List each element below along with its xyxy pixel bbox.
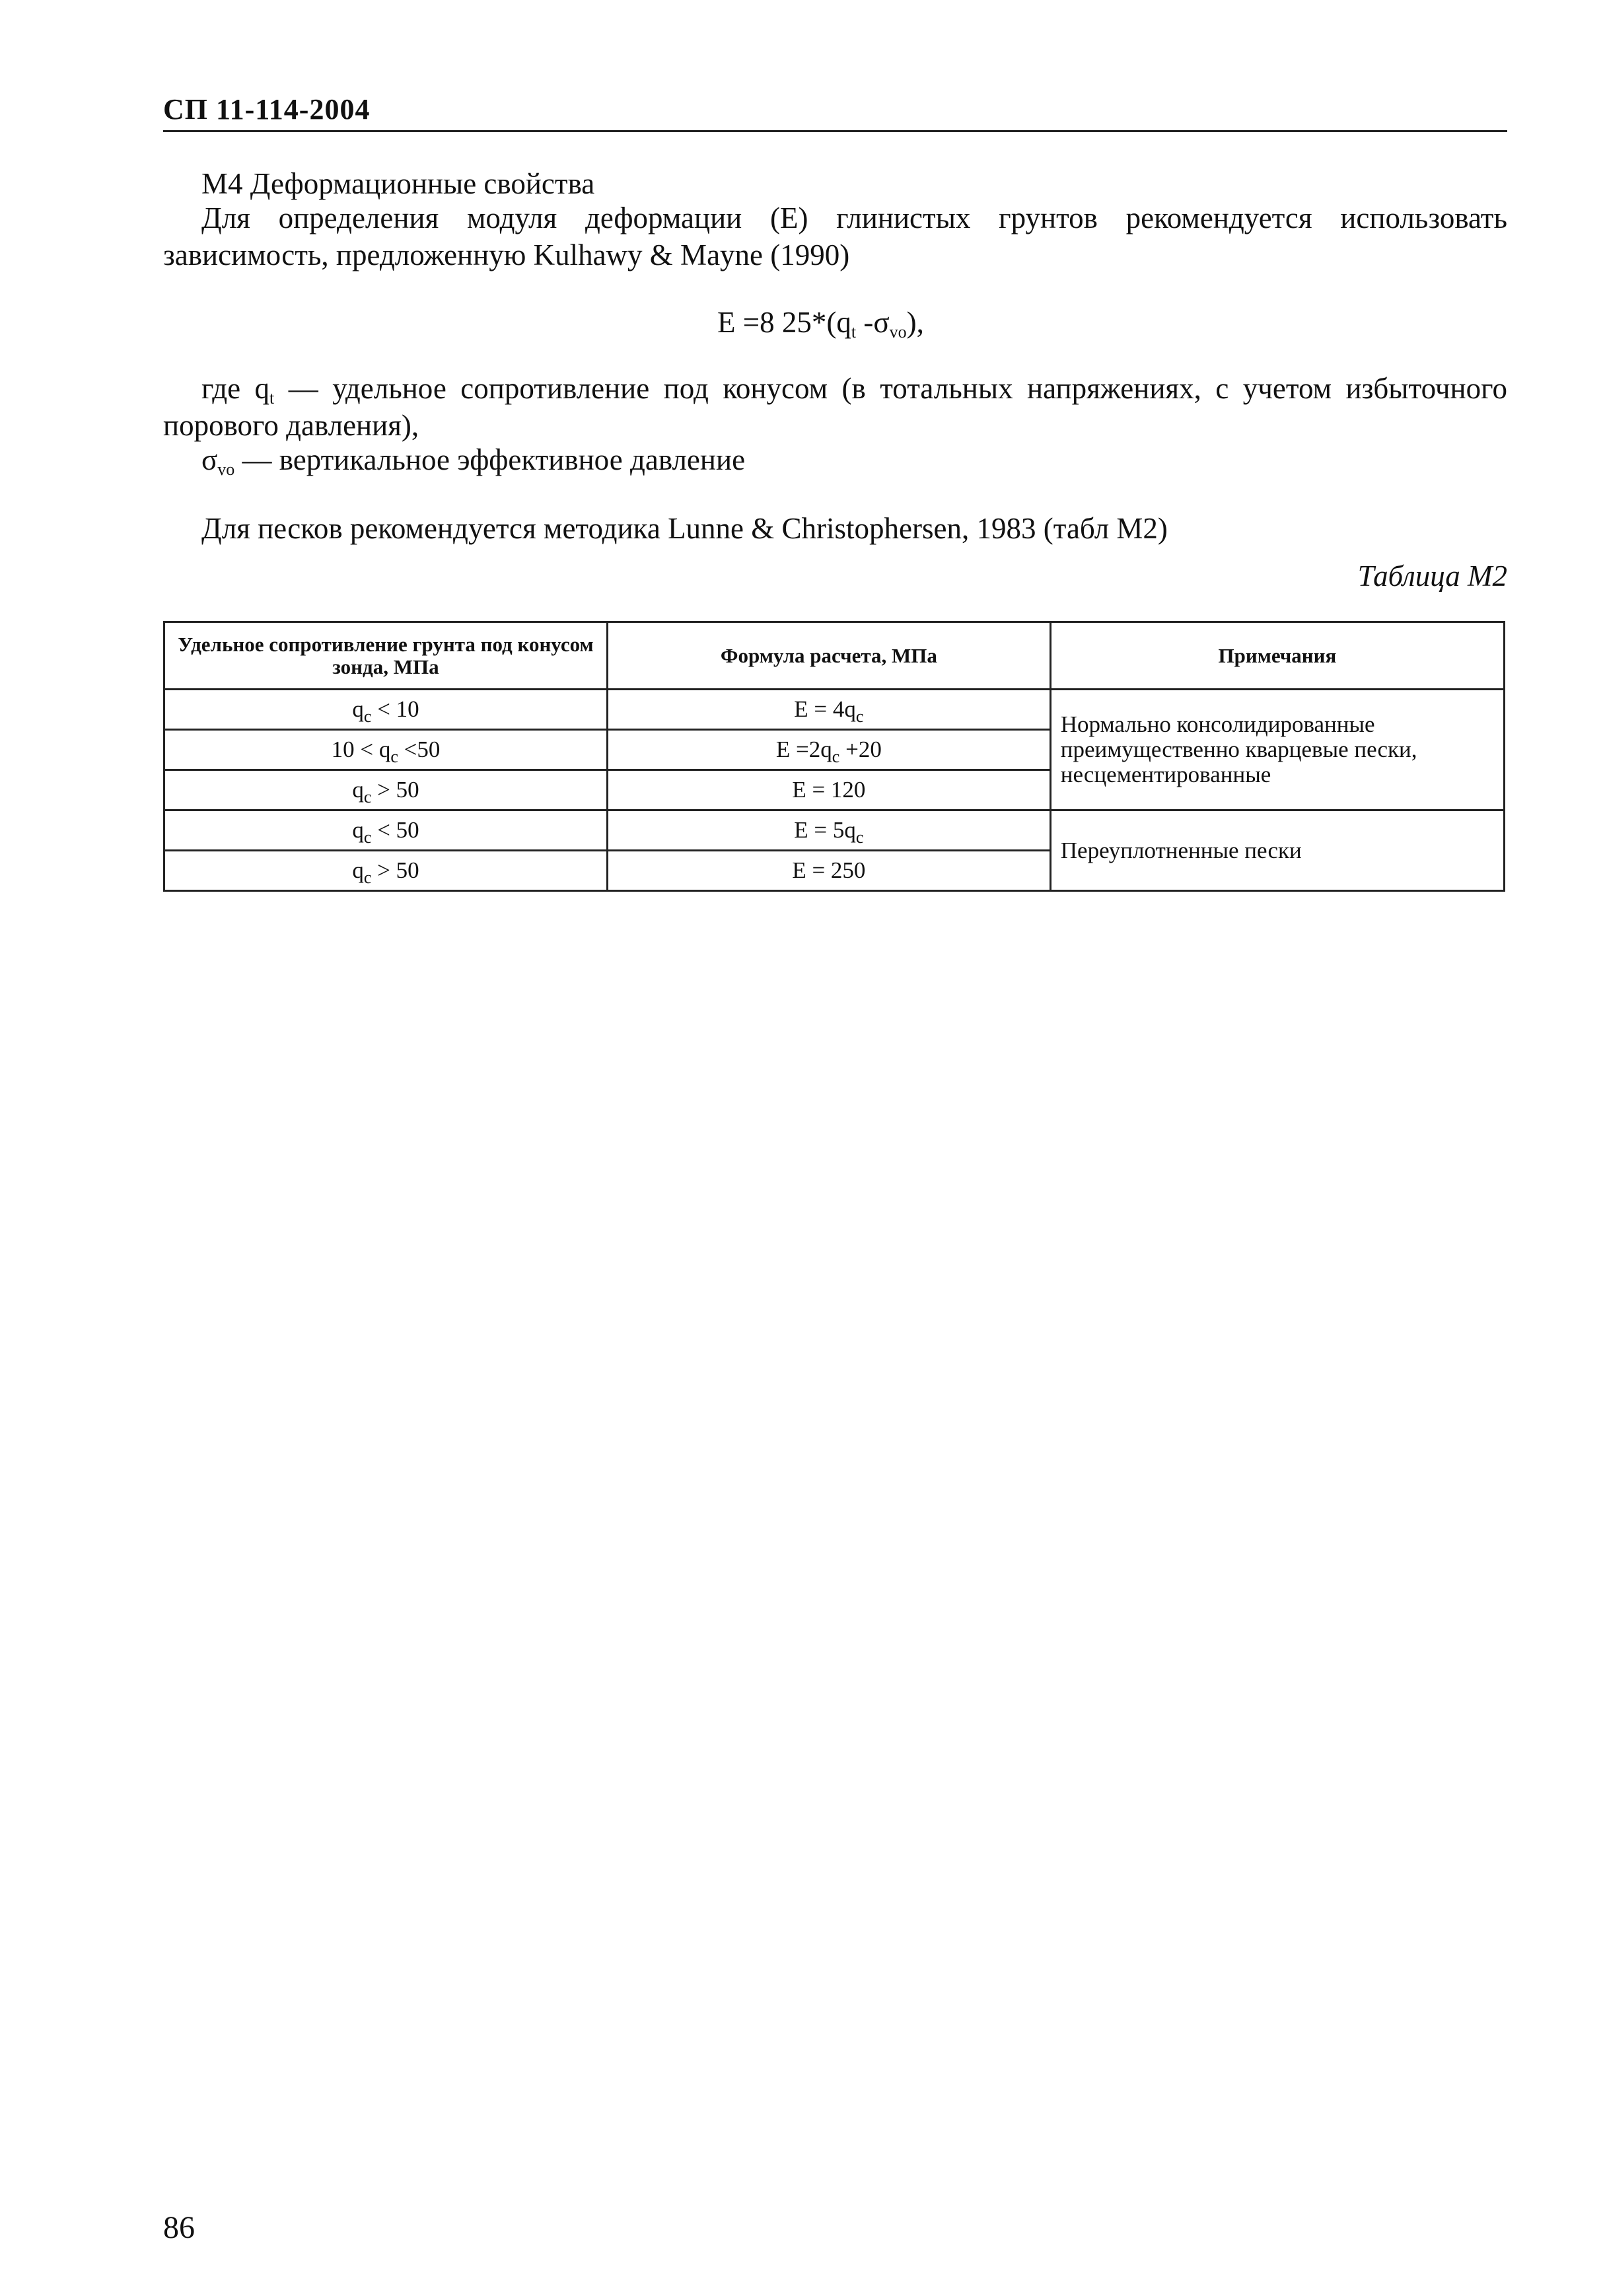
cell-text: q: [352, 696, 364, 722]
formula-cell: [607, 851, 1050, 891]
formula-cell: [607, 690, 1050, 730]
cone-resistance-cell: [164, 770, 608, 810]
cone-resistance-cell: [164, 851, 608, 891]
formula-cell: [607, 730, 1050, 770]
table-row: [164, 690, 1505, 730]
header-rule: [163, 130, 1507, 132]
header-notes: Примечания: [1050, 622, 1504, 690]
cell-text: q: [352, 857, 364, 883]
table-row: [164, 810, 1505, 851]
definition-text: — удельное сопротивление под конусом (в тотальных напряжениях, с учетом избыточного порового давления),: [163, 372, 1507, 442]
header-cone-resistance: Удельное сопротивление грунта под конусом зонда, МПа: [164, 622, 608, 690]
cell-subscript: c: [855, 828, 864, 847]
table-m2: [163, 621, 1505, 892]
deformation-formula: [717, 304, 924, 341]
cell-subscript: c: [363, 707, 372, 726]
formula-cell: [607, 770, 1050, 810]
cell-subscript: c: [832, 747, 840, 766]
cell-text: < 10: [371, 696, 419, 722]
notes-cell: Переуплотненные пески: [1050, 810, 1504, 891]
formula-part: ),: [906, 306, 924, 339]
definition-term: σ: [201, 443, 218, 476]
cell-text: > 50: [371, 857, 419, 883]
definition-text: — вертикальное эффективное давление: [234, 443, 746, 476]
definition-subscript: t: [269, 388, 275, 408]
sands-method-note: Для песков рекомендуется методика Lunne & Christophersen, 1983 (табл М2): [201, 512, 1168, 545]
cone-resistance-cell: [164, 690, 608, 730]
cell-text: > 50: [371, 777, 419, 803]
cell-text: E = 250: [792, 857, 866, 883]
formula-part: -σ: [856, 306, 890, 339]
cell-subscript: c: [363, 787, 372, 807]
cell-subscript: c: [363, 868, 372, 887]
formula-part: Е =8 25*(q: [717, 306, 851, 339]
formula-subscript: t: [851, 322, 857, 341]
cell-text: <50: [398, 736, 441, 762]
intro-paragraph: Для определения модуля деформации (Е) глинистых грунтов рекомендуется использовать зависимость, предложенную Kulhawy & Mayne (1990): [163, 201, 1507, 271]
table-caption: Таблица М2: [1357, 559, 1507, 592]
notes-cell: Нормально консолидированные преимущественно кварцевые пески, несцементированные: [1050, 690, 1504, 810]
cell-subscript: c: [855, 707, 864, 726]
definition-term: где q: [201, 372, 270, 405]
cone-resistance-cell: [164, 730, 608, 770]
definition-qt: [163, 370, 1507, 444]
cell-text: E = 120: [792, 777, 866, 803]
definition-subscript: vo: [217, 460, 235, 479]
cell-subscript: c: [363, 828, 372, 847]
formula-cell: [607, 810, 1050, 851]
cell-text: E =2q: [775, 736, 832, 762]
cone-resistance-cell: [164, 810, 608, 851]
header-formula: Формула расчета, МПа: [607, 622, 1050, 690]
definition-sigma: [201, 441, 745, 478]
cell-text: q: [352, 817, 364, 843]
cell-subscript: c: [390, 747, 398, 766]
cell-text: E = 5q: [794, 817, 856, 843]
section-title: М4 Деформационные свойства: [201, 167, 595, 200]
table-header-row: [164, 622, 1505, 690]
cell-text: q: [352, 777, 364, 803]
formula-subscript: vo: [889, 322, 907, 341]
document-code: СП 11-114-2004: [163, 93, 371, 126]
cell-text: E = 4q: [794, 696, 856, 722]
cell-text: +20: [839, 736, 882, 762]
cell-text: 10 < q: [331, 736, 391, 762]
page-number: 86: [163, 2210, 195, 2245]
cell-text: < 50: [371, 817, 419, 843]
